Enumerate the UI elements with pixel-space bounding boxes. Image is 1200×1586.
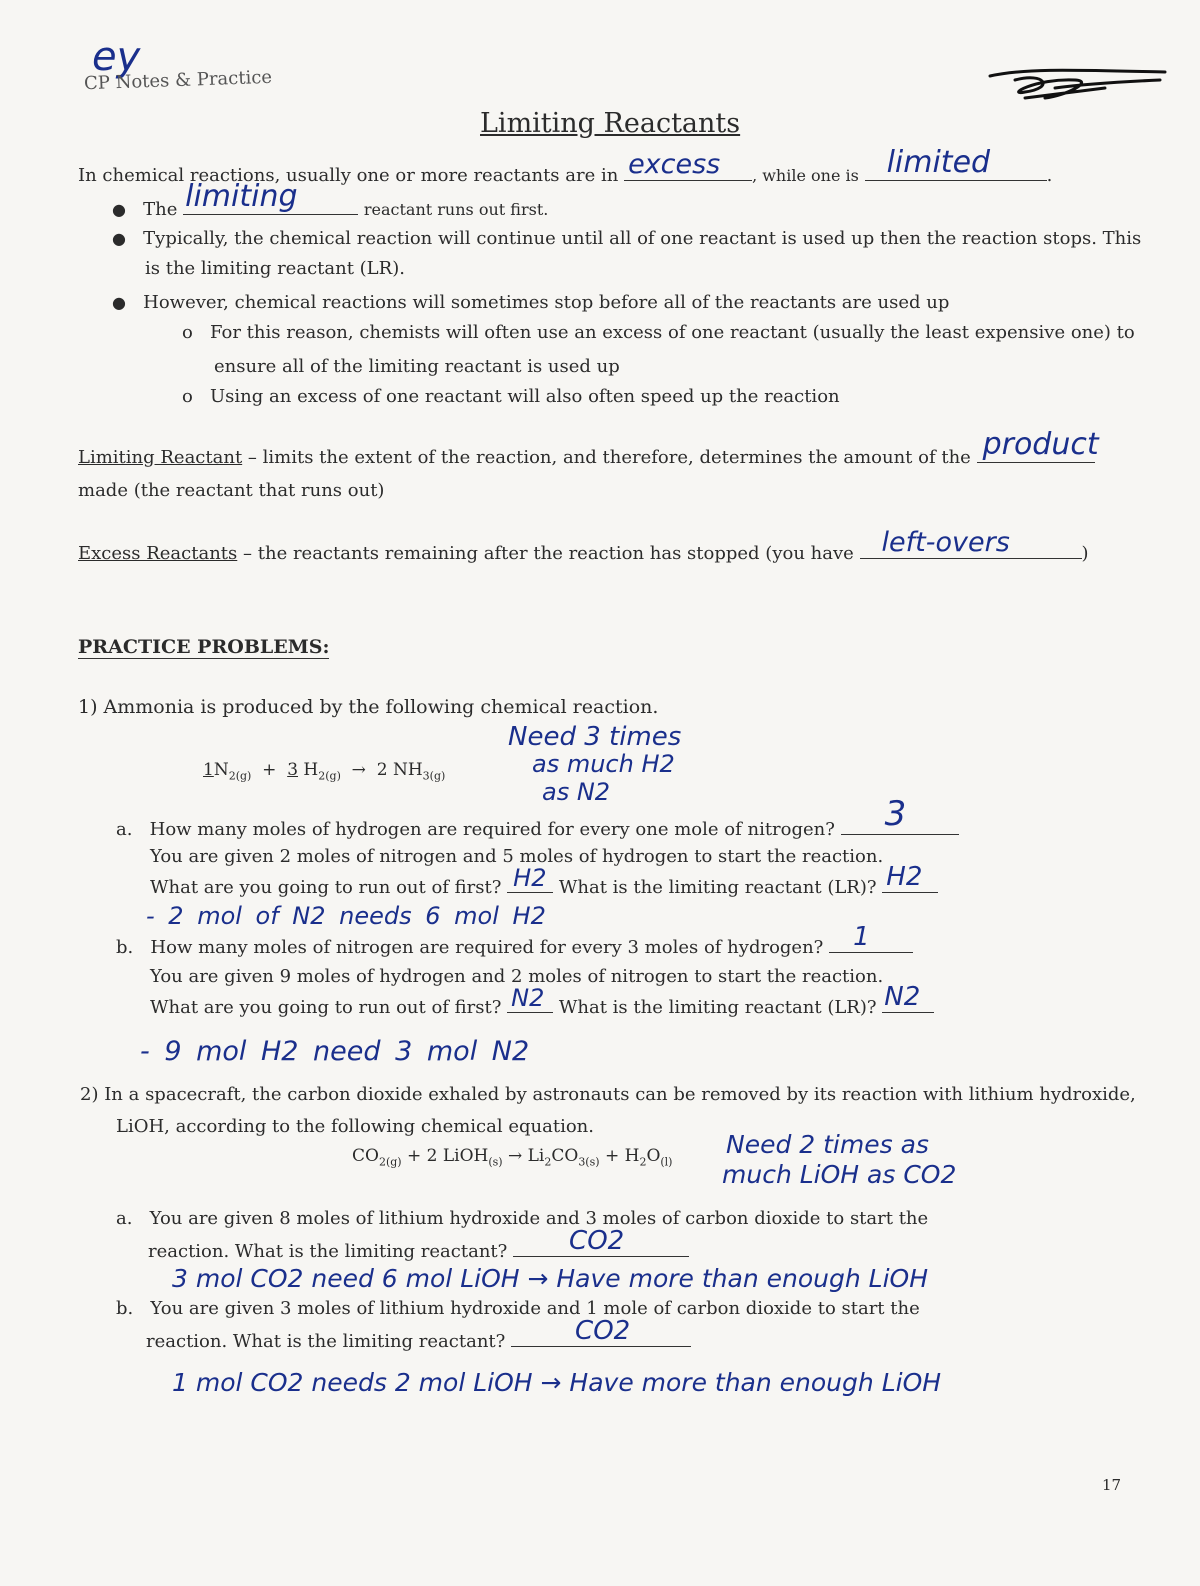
- problem2-equation: $CO_{2(g)} + 2$ LiOH$_{(s)}$ → $Li_2CO_{3(s)} + H_2O_{(l)}$: [352, 1146, 673, 1169]
- problem1b-q1-text: How many moles of nitrogen are required for every 3 moles of hydrogen?: [150, 937, 824, 958]
- problem1-intro: 1) Ammonia is produced by the following chemical reaction.: [78, 696, 659, 718]
- page-subtitle: CP Notes & Practice: [83, 66, 273, 95]
- bullet-2: [112, 228, 1141, 249]
- answer-product: product: [982, 427, 1099, 462]
- problem2b-q2-text: reaction. What is the limiting reactant?: [146, 1331, 506, 1352]
- answer-1b-lr: N2: [884, 982, 921, 1012]
- bullet-3: [112, 292, 949, 313]
- answer-1b-runout: N2: [511, 984, 545, 1012]
- answer-limiting: limiting: [185, 179, 298, 214]
- bullet-1-before: The: [143, 199, 178, 220]
- problem1a-label: a.: [116, 819, 133, 840]
- practice-heading: PRACTICE PROBLEMS:: [78, 636, 330, 658]
- problem1b-work: - 9 mol H2 need 3 mol N2: [140, 1036, 530, 1067]
- problem1a-work: - 2 mol of N2 needs 6 mol H2: [146, 902, 546, 930]
- subbullet-1-line1: For this reason, chemists will often use an excess of one reactant (usually the least expensive one) to: [210, 322, 1135, 343]
- problem1b-a3-blank: [507, 984, 553, 1013]
- circle-bullet: o: [182, 322, 193, 343]
- intro-text-middle: , while one is: [752, 166, 859, 185]
- problem2a-label: a.: [116, 1208, 133, 1229]
- subbullet-2: [182, 386, 840, 407]
- problem2b-q1-text: You are given 3 moles of lithium hydroxide and 1 mole of carbon dioxide to start the: [150, 1298, 920, 1319]
- problem2b-work: 1 mol CO2 needs 2 mol LiOH → Have more than enough LiOH: [172, 1368, 942, 1397]
- bullet-1: [112, 179, 549, 220]
- problem1a-q3-text: What are you going to run out of first?: [150, 877, 502, 898]
- problem2-note-line2: much LiOH as CO2: [722, 1160, 957, 1189]
- answer-excess: excess: [628, 149, 721, 180]
- problem1a-a1-blank: [841, 794, 959, 835]
- problem2a-q1: [116, 1208, 928, 1229]
- bullet-1-blank: [183, 179, 358, 215]
- bullet-2-line1: Typically, the chemical reaction will continue until all of one reactant is used up then the reaction stops. This: [143, 228, 1142, 249]
- problem2b-q1: [116, 1298, 920, 1319]
- circle-bullet: o: [182, 386, 193, 407]
- definition-limiting-line2: made (the reactant that runs out): [78, 480, 385, 501]
- definition-limiting-blank: [977, 427, 1099, 463]
- answer-left-overs: left-overs: [881, 527, 1010, 558]
- problem2b-q2: [146, 1316, 691, 1352]
- problem1b-q1: [116, 922, 913, 958]
- problem1b-q3-text: What are you going to run out of first?: [150, 997, 502, 1018]
- corner-mark: ey: [92, 34, 141, 80]
- equation-coef-h2: 3: [287, 760, 299, 780]
- term-excess-reactants: Excess Reactants: [78, 543, 238, 564]
- problem1a-a4-blank: [882, 862, 938, 893]
- problem1b-a1-blank: [829, 922, 913, 953]
- intro-blank-excess: [624, 149, 752, 181]
- problem2-intro-line2: LiOH, according to the following chemical equation.: [116, 1116, 594, 1137]
- problem1b-a4-blank: [882, 982, 934, 1013]
- problem1-note-line1: Need 3 times: [508, 722, 682, 752]
- page-title: Limiting Reactants: [480, 108, 741, 139]
- subbullet-1: [182, 322, 1135, 343]
- bullet-dot: ●: [112, 200, 126, 219]
- problem1a-a3-blank: [507, 864, 553, 893]
- answer-1a-runout: H2: [513, 864, 547, 892]
- problem2a-work: 3 mol CO2 need 6 mol LiOH → Have more than enough LiOH: [172, 1264, 929, 1293]
- definition-excess-blank: [860, 527, 1082, 559]
- problem2b-label: b.: [116, 1298, 134, 1319]
- problem1-note-line3: as N2: [542, 778, 611, 806]
- scribble-mark: [985, 58, 1175, 108]
- answer-1a-moles: 3: [884, 794, 907, 834]
- page-number: 17: [1102, 1476, 1122, 1494]
- definition-excess: [78, 527, 1089, 564]
- definition-limiting-text: – limits the extent of the reaction, and therefore, determines the amount of the: [247, 447, 971, 468]
- problem2b-answer-blank: [511, 1316, 691, 1347]
- problem1a-q2: You are given 2 moles of nitrogen and 5 moles of hydrogen to start the reaction.: [150, 846, 884, 867]
- problem2a-q2-text: reaction. What is the limiting reactant?: [148, 1241, 508, 1262]
- bullet-3-text: However, chemical reactions will sometimes stop before all of the reactants are used up: [143, 292, 950, 313]
- problem1-equation: $1N_{2(g)} + 3$ $H_{2(g)} \to 2$ $NH_{3(g)}$: [203, 760, 446, 783]
- intro-line: In chemical reactions, usually one or more reactants are in excess , while one is limited .: [78, 145, 1053, 186]
- problem2-note-line1: Need 2 times as: [726, 1130, 929, 1159]
- problem1a-q4-text: What is the limiting reactant (LR)?: [558, 877, 877, 898]
- answer-2b: CO2: [575, 1316, 631, 1346]
- answer-1a-lr: H2: [886, 862, 923, 892]
- problem2a-answer-blank: [513, 1226, 689, 1257]
- problem1b-q4-text: What is the limiting reactant (LR)?: [558, 997, 877, 1018]
- subbullet-2-text: Using an excess of one reactant will also often speed up the reaction: [210, 386, 840, 407]
- problem1b-label: b.: [116, 937, 134, 958]
- problem1b-q2: You are given 9 moles of hydrogen and 2 moles of nitrogen to start the reaction.: [150, 966, 884, 987]
- bullet-dot: ●: [112, 229, 126, 248]
- definition-limiting: [78, 427, 1099, 468]
- bullet-2-line2: is the limiting reactant (LR).: [145, 258, 405, 279]
- bullet-dot: ●: [112, 293, 126, 312]
- subbullet-1-line2: ensure all of the limiting reactant is used up: [214, 356, 620, 377]
- answer-2a: CO2: [569, 1226, 625, 1256]
- term-limiting-reactant: Limiting Reactant: [78, 447, 243, 468]
- problem1a-q1-text: How many moles of hydrogen are required for every one mole of nitrogen?: [149, 819, 835, 840]
- definition-excess-text: – the reactants remaining after the reaction has stopped (you have: [243, 543, 854, 564]
- bullet-1-after: reactant runs out first.: [363, 200, 549, 219]
- answer-1b-moles: 1: [853, 922, 870, 952]
- problem1a-q3: [150, 862, 938, 898]
- definition-excess-close: ): [1081, 543, 1089, 564]
- problem2a-q2: [148, 1226, 689, 1262]
- problem1a-q1: [116, 794, 959, 840]
- intro-blank-limited: [865, 145, 1047, 181]
- problem1b-q3: [150, 982, 934, 1018]
- equation-coef-n2: 1: [203, 760, 214, 780]
- answer-limited: limited: [886, 145, 991, 180]
- problem2-intro-line1: 2) In a spacecraft, the carbon dioxide exhaled by astronauts can be removed by its reaction with lithium hydroxide,: [80, 1084, 1136, 1105]
- problem2a-q1-text: You are given 8 moles of lithium hydroxide and 3 moles of carbon dioxide to start the: [149, 1208, 929, 1229]
- problem1-note-line2: as much H2: [532, 750, 675, 778]
- intro-text-before: In chemical reactions, usually one or more reactants are in: [78, 165, 619, 186]
